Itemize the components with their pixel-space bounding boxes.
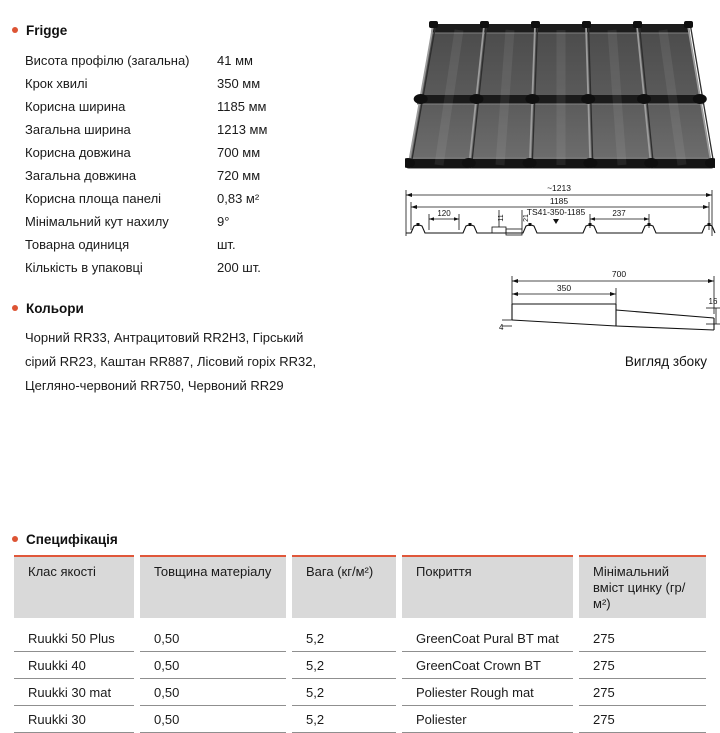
table-cell: Poliester (402, 706, 573, 733)
spec-list (12, 49, 392, 279)
table-cell: 5,2 (292, 706, 396, 733)
table-cell: 275 (579, 625, 706, 652)
spec-row (12, 187, 392, 210)
table-cell: GreenCoat Pural BT mat (402, 625, 573, 652)
table-header-cell: Клас якості (14, 555, 134, 618)
spec-value: 720 мм (217, 168, 261, 183)
spec-label: Висота профілю (загальна) (25, 53, 190, 68)
spec-label: Товарна одиниця (25, 237, 130, 252)
spec-row (12, 72, 392, 95)
table-cell: 275 (579, 679, 706, 706)
roof-panel-image (405, 10, 715, 180)
table-cell: 275 (579, 706, 706, 733)
table-cell: 0,50 (140, 625, 286, 652)
table-cell: Poliester Rough mat (402, 679, 573, 706)
dim-edge-height: 4 (499, 323, 504, 332)
spec-row (12, 141, 392, 164)
table-cell: 275 (579, 652, 706, 679)
table-cell: 5,2 (292, 652, 396, 679)
dim-front-height: 16 (708, 297, 718, 306)
spec-label: Загальна ширина (25, 122, 131, 137)
table-cell: 0,50 (140, 652, 286, 679)
table-cell: Ruukki 40 (14, 652, 134, 679)
spec-table-section (14, 531, 706, 733)
spec-label: Корисна довжина (25, 145, 131, 160)
table-cell: Ruukki 30 mat (14, 679, 134, 706)
dim-left: 120 (437, 209, 451, 218)
colors-text-line: сірий RR23, Каштан RR887, Лісовий горіх RR32, (25, 354, 317, 369)
spec-row (12, 256, 392, 279)
spec-table (14, 555, 706, 733)
colors-text-line: Цегляно-червоний RR750, Червоний RR29 (25, 378, 284, 393)
spec-value: 1213 мм (217, 122, 268, 137)
spec-table-heading (12, 531, 706, 549)
colors-text (12, 326, 372, 398)
red-dot-icon (12, 305, 18, 311)
spec-value: 41 мм (217, 53, 253, 68)
spec-table-title: Специфікація (26, 532, 118, 547)
spec-value: шт. (217, 237, 236, 252)
table-header-cell: Товщина матеріалу (140, 555, 286, 618)
table-header-cell: Покриття (402, 555, 573, 618)
side-view-diagram (496, 268, 720, 346)
colors-text-line: Чорний RR33, Антрацитовий RR2H3, Гірський (25, 330, 304, 345)
cross-section-diagram (404, 182, 718, 246)
colors-title: Кольори (26, 301, 84, 316)
red-dot-icon (12, 536, 18, 542)
table-spacer (14, 618, 706, 625)
table-cell: 0,50 (140, 706, 286, 733)
spec-label: Крок хвилі (25, 76, 88, 91)
spec-label: Корисна площа панелі (25, 191, 162, 206)
spec-value: 700 мм (217, 145, 261, 160)
table-cell: GreenCoat Crown BT (402, 652, 573, 679)
spec-label: Загальна довжина (25, 168, 137, 183)
colors-heading (12, 300, 372, 318)
table-header-cell: Вага (кг/м²) (292, 555, 396, 618)
spec-label: Корисна ширина (25, 99, 126, 114)
spec-row (12, 233, 392, 256)
table-cell: 5,2 (292, 625, 396, 652)
dim-height-1: 11 (498, 214, 505, 222)
table-cell: Ruukki 50 Plus (14, 625, 134, 652)
dim-height-2: 21 (523, 214, 530, 222)
dim-overall-width: ~1213 (547, 183, 571, 193)
spec-label: Кількість в упаковці (25, 260, 143, 275)
spec-value: 350 мм (217, 76, 261, 91)
profile-code: TS41-350-1185 (526, 207, 586, 217)
spec-row (12, 95, 392, 118)
frigge-section (12, 22, 392, 279)
table-cell: Ruukki 30 (14, 706, 134, 733)
dim-module: 237 (612, 209, 626, 218)
spec-row (12, 210, 392, 233)
table-header-cell: Мінімальний вміст цинку (гр/м²) (579, 555, 706, 618)
spec-row (12, 164, 392, 187)
frigge-heading (12, 22, 392, 40)
spec-row (12, 118, 392, 141)
dim-total-length: 700 (611, 269, 627, 279)
dim-module-length: 350 (556, 283, 572, 293)
red-dot-icon (12, 27, 18, 33)
product-title: Frigge (26, 23, 68, 38)
spec-label: Мінімальний кут нахилу (25, 214, 169, 229)
table-cell: 0,50 (140, 679, 286, 706)
side-view-caption: Вигляд збоку (624, 354, 707, 369)
colors-section (12, 300, 372, 398)
spec-value: 1185 мм (217, 99, 267, 114)
table-cell: 5,2 (292, 679, 396, 706)
spec-value: 9° (217, 214, 230, 229)
dim-useful-width: 1185 (549, 196, 569, 206)
spec-row (12, 49, 392, 72)
spec-value: 200 шт. (217, 260, 261, 275)
spec-value: 0,83 м² (217, 191, 260, 206)
